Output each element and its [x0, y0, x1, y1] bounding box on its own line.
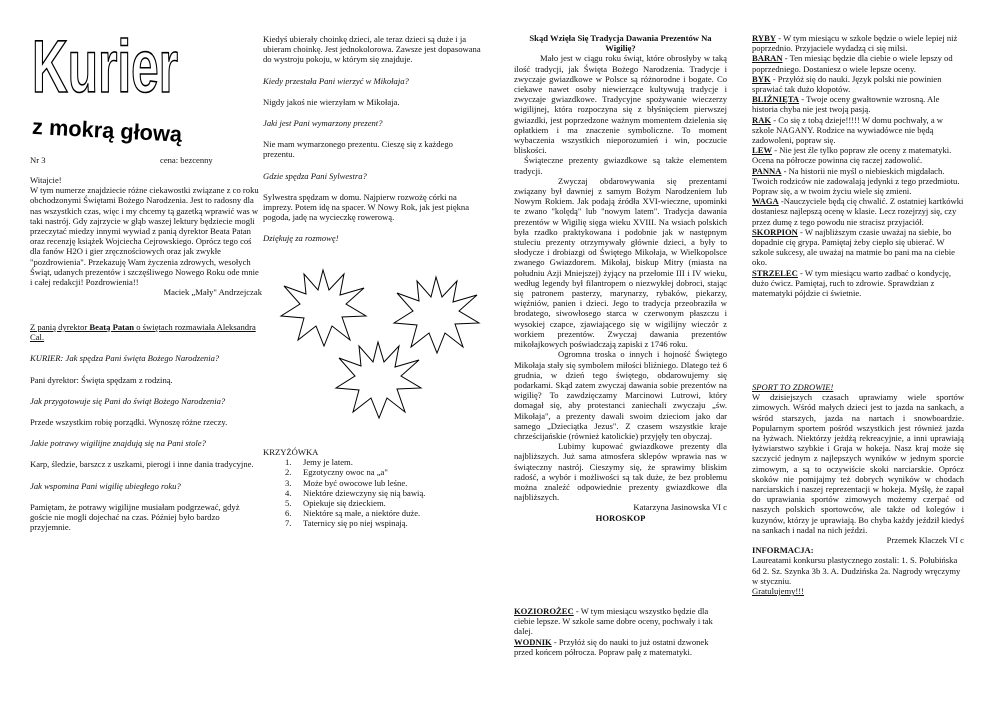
crossword-item-number: 6.	[285, 508, 292, 519]
crossword-item	[263, 467, 485, 477]
horoscope-sign	[752, 74, 964, 94]
editorial-body: W tym numerze znajdziecie różne ciekawostki związane z co roku obchodzonymi Świętami Bożego Narodzenia. Jest to radosny dla nas wszystkich czas, więc i my chcemy tą gazetką wprawić was w taki nastrój. Gdy zajrzycie w głąb waszej lektury będziecie mogli przeczytać miedzy innymi wywiad z panią dyrektor Beata Patan oraz recenzję książek Wojciecha Cejrowskiego. Oprócz tego coś dla fanów H2O i gier zręcznościowych oraz jak zwykłe "pozdrowienia". Przekazuję Wam życzenia zdrowych, wesołych Świąt, udanych prezentów i szczęśliwego Nowego Roku ode mnie i całej redakcji! Pozdrowienia!!	[30, 185, 259, 288]
issue-price: cena: bezcenny	[160, 155, 213, 165]
crossword-item-text: Taternicy się po niej wspinają.	[303, 518, 408, 529]
sport-author: Przemek Klaczek VI c	[886, 535, 964, 546]
editorial	[30, 175, 262, 297]
interview-intro	[30, 322, 262, 342]
interview-thanks: Dziękuję za rozmowę!	[263, 233, 339, 244]
star-decoration-3	[333, 340, 423, 420]
gifts-paragraph: Ogromna troska o innych i hojność Świętego Mikołaja stały się symbolem miłości bliźniego. Dlatego też 6 grudnia, w dzień tego świętego, obdarowujemy się podarkami. Skąd zatem zwyczaj dawania sobie prezentów na wigilię? To zawdzięczamy Marcinowi Lutrowi, który domagał się, aby protestanci zaniechali zwyczaju „św. Mikołaja", a prezenty dawali swoim dzieciom jako dar samego „Dzieciątka Jezus". Z czasem wszystkie kraje chrześcijańskie (również katolickie) przyjęły ten obyczaj.	[514, 349, 727, 441]
horoscope-sign	[752, 53, 964, 73]
crossword-title: KRZYŻÓWKA	[263, 447, 319, 457]
interview-question: Gdzie spędza Pani Sylwestra?	[263, 170, 367, 181]
interview-question: Jak wspomina Pani wigilię ubiegłego roku?	[30, 480, 181, 491]
horoscope-sign	[514, 637, 727, 657]
interview-intro-name: Beatą Patan	[89, 322, 135, 332]
horoscope-sign	[752, 196, 964, 227]
interview-answer: Pamiętam, że potrawy wigilijne musiałam podgrzewać, gdyż goście nie mogli dojechać na czas. Później było bardzo przyjemnie.	[30, 501, 240, 533]
gifts-paragraph: Zwyczaj obdarowywania się prezentami związany był dawniej z samym Bożym Narodzeniem lub Nowym Rokiem. Jak podają źródła XVI-wieczne, upominki te zwano "kolędą" lub "nowym latem". Tradycja dawania prezentów w Wigilię sięga wieku XVIII. Na wsiach polskich była rzadko praktykowana i podobnie jak w następnym stuleciu prezenty otrzymywały głównie dzieci, a były to słodycze i drobiazgi od Świętego Mikołaja, w Wielkopolsce zwanego Gwiazdorem. Mikołaj, biskup Mitry (miasta na południu Azji Mniejszej) żyjący na przełomie III i IV wieku, według legendy był filantropem o niezwykłej dobroci, stając się patronem pasterzy, marynarzy, rybaków, piekarzy, więźniów, panien i dzieci. Jego to tradycja przeobraziła w brodatego, siwowłosego starca w czerwonym płaszczu i wysokiej czapce, zjawiającego się w wigilijny wieczór z workiem prezentów. Zwyczaj dawania prezentów mikołajkowych poświadczają zapiski z 1746 roku.	[514, 175, 727, 350]
sign-text: -Nauczyciele będą cię chwalić. Z ostatniej kartkówki dostaniesz najlepszą ocenę w klasie. Lecz rozejrzyj się, czy przez dumę z tego powodu nie stracisz przyjaciół.	[752, 196, 964, 227]
sign-name: STRZELEC	[752, 267, 798, 278]
horoscope-title: HOROSKOP	[595, 512, 646, 523]
interview-answer: Kiedyś ubierały choinkę dzieci, ale teraz dzieci są duże i ja ubieram choinkę. Jest jednokolorowa. Zawsze jest dopasowana do wystroju pokoju, w którym się znajduje.	[263, 34, 481, 65]
interview-continued	[263, 34, 485, 244]
sign-text: - Przyłóż się do nauki to już ostatni dzwonek przed końcem półrocza. Popraw pałę z matematyki.	[514, 636, 709, 657]
interview-answer: Sylwestra spędzam w domu. Najpierw rozwożę córki na imprezy. Potem idę na spacer. W Nowy Rok, jak jest piękna pogoda, jadę na wycieczkę rowerową.	[263, 191, 470, 223]
horoscope-sign	[752, 94, 964, 114]
crossword	[263, 447, 485, 529]
crossword-item	[263, 498, 485, 508]
interview-question: Jaki jest Pani wymarzony prezent?	[263, 118, 383, 129]
issue-number: Nr 3	[30, 155, 46, 165]
interview-question: Jak przygotowuje się Pani do świąt Bożego Narodzenia?	[30, 395, 226, 406]
crossword-item-number: 1.	[285, 457, 292, 468]
horoscope-sign	[752, 33, 964, 53]
sign-text: - Ten miesiąc będzie dla ciebie o wiele lepszy od poprzedniego. Dostaniesz o wiele lepsze oceny.	[752, 53, 953, 74]
crossword-item	[263, 488, 485, 498]
crossword-item-text: Jemy je latem.	[303, 457, 353, 468]
interview-answer: Pani dyrektor: Święta spędzam z rodziną.	[30, 374, 173, 385]
horoscope-sign	[752, 166, 964, 197]
sign-text: - Twoje oceny gwałtownie wzrosną. Ale historia chyba nie jest twoją pasją.	[752, 94, 940, 115]
crossword-item-number: 4.	[285, 487, 292, 498]
interview-question: KURIER: Jak spędza Pani święta Bożego Narodzenia?	[30, 353, 220, 364]
interview-answer: Nigdy jakoś nie wierzyłam w Mikołaja.	[263, 96, 400, 107]
crossword-list	[263, 457, 485, 528]
sport-title: SPORT TO ZDROWIE!	[752, 382, 834, 392]
issue-line	[30, 155, 262, 165]
interview-intro-b: o świętach rozmawiała Aleksandra Cal.	[30, 322, 256, 343]
masthead-subtitle-art	[30, 112, 190, 152]
crossword-item-text: Niektóre są małe, a niektóre duże.	[303, 508, 421, 519]
sign-name: LEW	[752, 145, 773, 156]
interview-question: Kiedy przestała Pani wierzyć w Mikołaja?	[263, 75, 409, 86]
crossword-item-text: Egzotyczny owoc na „a"	[303, 467, 388, 478]
sign-text: - W tym miesiącu w szkole będzie o wiele lepiej niż poprzednio. Przyjaciele wydadzą ci się milsi.	[752, 33, 958, 54]
crossword-item	[263, 518, 485, 528]
sign-name: RYBY	[752, 33, 777, 43]
gifts-title: Skąd Wzięła Się Tradycja Dawania Prezentów Na Wigilię?	[529, 33, 712, 54]
sign-name: PANNA	[752, 165, 782, 176]
info-congrats: Gratulujemy!!!	[752, 586, 805, 597]
kurier-logo	[30, 24, 180, 108]
crossword-item-number: 3.	[285, 477, 292, 488]
interview-answer: Przede wszystkim robię porządki. Wynoszę różne rzeczy.	[30, 417, 228, 428]
gifts-paragraph: Mało jest w ciągu roku świąt, które obrosłyby w taką ilość tradycji, jak Święta Bożego Narodzenia. Tradycje i zwyczaje gwiazdkowe w Polsce są różnorodne i bogate. Co ciekawe nawet osoby niewierzące kultywują tradycje i zwyczaje gwiazdkowe. Tradycyjne spożywanie wieczerzy wigilijnej, która rozpoczyna się z błyśnięciem pierwszej gwiazdki, jest poprzedzone ważnym momentem dzielenia się opłatkiem i ma znaczenie symboliczne. To moment wybaczenia wszystkich nieporozumień i win, poczucie bliskości.	[514, 53, 727, 156]
sign-text: - Na historii nie myśl o niebieskich migdałach. Twoich rodziców nie zadowalają jedynki z tego przedmiotu. Popraw się, a w twoim życiu wiele się zmieni.	[752, 165, 960, 197]
info-title: INFORMACJA:	[752, 545, 814, 556]
sign-name: BYK	[752, 73, 771, 84]
sign-text: - Nie jest źle tylko popraw złe oceny z matematyki. Ocena na półrocze powinna cię raczej zadowolić.	[752, 145, 952, 166]
editorial-signature: Maciek „Mały" Andrzejczak	[163, 287, 262, 298]
interview-question: Jakie potrawy wigilijne znajdują się na Pani stole?	[30, 438, 206, 449]
star-decoration-1	[278, 268, 368, 348]
sign-name: WAGA	[752, 196, 779, 207]
crossword-item-text: Może być owocowe lub leśne.	[303, 477, 408, 488]
sign-name: BARAN	[752, 53, 783, 64]
horoscope-sign	[752, 145, 964, 165]
gifts-article	[514, 33, 727, 523]
horoscope-part-1	[514, 606, 727, 657]
sign-text: - W tym miesiącu warto zadbać o kondycję, dużo ćwicz. Pamiętaj, ruch to zdrowie. Sprawdzian z matematyki pójdzie ci świetnie.	[752, 267, 951, 299]
crossword-item-number: 2.	[285, 467, 292, 478]
crossword-item-number: 7.	[285, 518, 292, 529]
horoscope-sign	[514, 606, 727, 637]
crossword-item	[263, 457, 485, 467]
interview-intro-a: Z panią dyrektor	[30, 322, 90, 332]
interview-answer: Karp, śledzie, barszcz z uszkami, pierogi i inne dania tradycyjne.	[30, 459, 254, 470]
crossword-item-number: 5.	[285, 498, 292, 509]
interview	[30, 322, 262, 532]
interview-answer: Nie mam wymarzonego prezentu. Cieszę się z każdego prezentu.	[263, 139, 453, 160]
horoscope-sign	[752, 115, 964, 146]
gifts-author: Katarzyna Jasinowska VI c	[633, 502, 727, 513]
sign-text: - Co się z tobą dzieje!!!!! W domu pochwały, a w szkole NAGANY. Rodzice na wywiadówce nie będą zadowoleni, popraw się.	[752, 114, 944, 146]
horoscope-sign	[752, 227, 964, 268]
info-body: Laureatami konkursu plastycznego zostali: 1. S. Połubińska 6d 2. Sz. Szynka 3b 3. A. Dudzińska 2a. Nagrody wręczymy w styczniu.	[752, 555, 961, 586]
gifts-paragraph: Lubimy kupować gwiazdkowe prezenty dla najbliższych. Już sama atmosfera sklepów wprawia nas w świąteczny nastrój. Cieszymy się, że sprawimy bliskim radość, a wybór i możliwości są tak duże, że bez problemu można znaleźć odpowiednie prezenty gwiazdkowe dla najbliższych.	[514, 441, 727, 503]
crossword-item	[263, 478, 485, 488]
sport-article	[752, 382, 964, 596]
crossword-item-text: Niektóre dziewczyny się nią bawią.	[303, 487, 426, 498]
sign-text: - Przyłóż się do nauki. Język polski nie powinien sprawiać tak dużo kłopotów.	[752, 73, 942, 95]
sign-name: SKORPION	[752, 226, 798, 237]
sign-name: WODNIK	[514, 636, 552, 647]
gifts-paragraph: Świąteczne prezenty gwiazdkowe są także elementem tradycji.	[514, 155, 727, 176]
horoscope-part-2	[752, 33, 964, 298]
masthead-title: Kurier	[32, 25, 178, 108]
crossword-item-text: Opiekuje się dzieckiem.	[303, 498, 386, 509]
editorial-greeting: Witajcie!	[30, 175, 62, 185]
sport-body: W dzisiejszych czasach uprawiamy wiele sportów zimowych. Wśród małych dzieci jest to jazda na sankach, a wśród starszych, jazda na nartach i snowboardzie. Popularnym sportem pośród wszystkich jest również jazda na łyżwach. Niektórzy jeżdżą rekreacyjnie, a inni uprawiają łyżwiarstwo szybkie i Graja w hokeja. Nasz kraj może się szczycić jednym z najlepszych wyników w jednym sporcie zimowym, a są to oczywiście skoki narciarskie. Oprócz skoków nie pomijajmy też dobrych wyników w chodach narciarskich i naszej reprezentacji w hokeja. Myślę, że zapał do uprawiania sportów zimowych możemy czerpać od naszych polskich sportowców, ale także od kolegów i kuzynów, którzy je uprawiają. Bo chyba każdy jeździł kiedyś na sankach i nadal na nich jeździ.	[752, 392, 964, 535]
crossword-item	[263, 508, 485, 518]
sign-name: KOZIOROŻEC	[514, 606, 574, 616]
sign-text: - W najbliższym czasie uważaj na siebie, bo dopadnie cię grypa. Pamiętaj żeby ciepło się ubierać. W szkole sukcesy, ale uważaj na matmie bo pani ma na ciebie oko.	[752, 226, 955, 268]
sign-name: RAK	[752, 114, 772, 125]
sign-text: - W tym miesiącu wszystko będzie dla ciebie lepsze. W szkole same dobre oceny, pochwały i tak dalej.	[514, 606, 713, 637]
masthead-subtitle: z mokrą głową	[31, 113, 185, 147]
sign-name: BLIŹNIĘTA	[752, 94, 800, 105]
horoscope-sign	[752, 268, 964, 299]
